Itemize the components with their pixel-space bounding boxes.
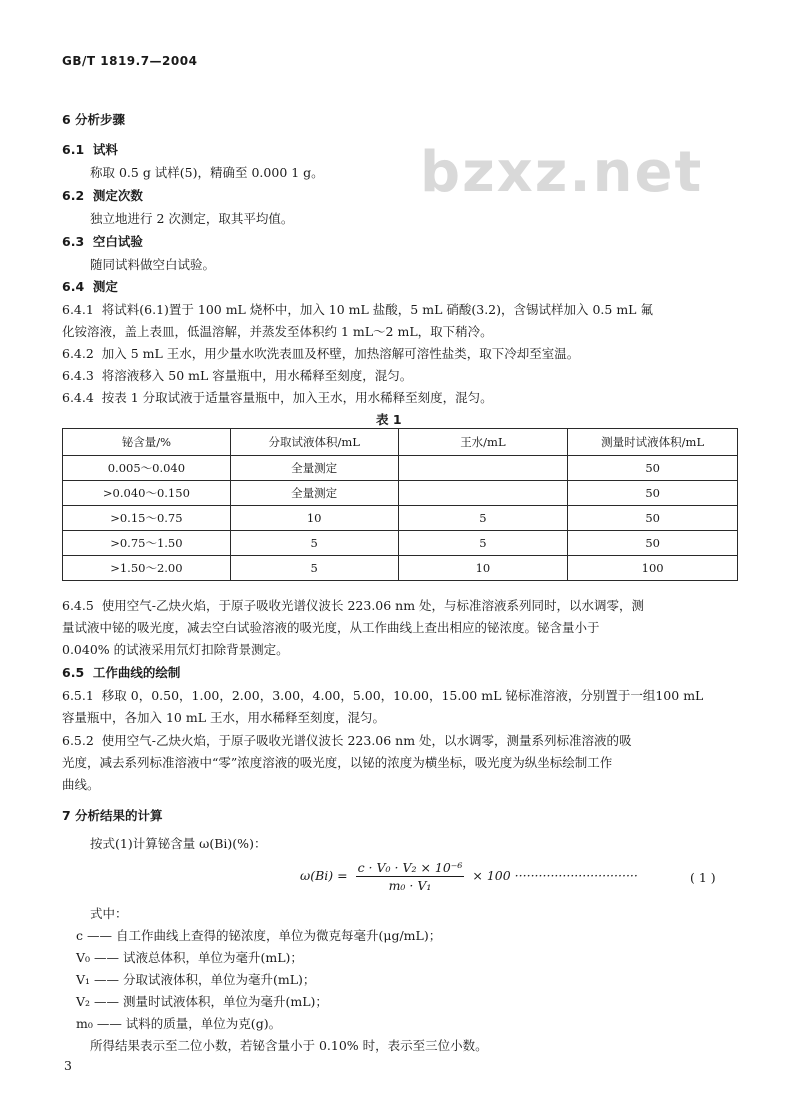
table-row (63, 456, 738, 481)
table-cell: 5 (230, 556, 398, 581)
section-6-5-2-line1 (62, 731, 632, 749)
section-6-4-4 (62, 388, 493, 406)
paragraph-text: 使用空气-乙炔火焰，于原子吸收光谱仪波长 223.06 nm 处，以水调零，测量系列标准溶液的吸 (101, 733, 632, 748)
table-cell: 5 (398, 531, 568, 556)
section-6-1-text: 称取 0.5 g 试样(5)，精确至 0.000 1 g。 (90, 165, 324, 180)
column-header: 分取试液体积/mL (230, 429, 398, 456)
table-cell: 100 (568, 556, 738, 581)
table-cell: 10 (398, 556, 568, 581)
table-cell: 5 (398, 506, 568, 531)
definition-item: V₂ —— 测量时试液体积，单位为毫升(mL)； (76, 994, 328, 1009)
definition-item: c —— 自工作曲线上查得的铋浓度，单位为微克每毫升(μg/mL)； (76, 928, 442, 943)
table-cell: 5 (230, 531, 398, 556)
table-cell: 10 (230, 506, 398, 531)
section-6-4-1-line1 (62, 300, 653, 318)
standard-header: GB/T 1819.7—2004 (62, 54, 198, 68)
section-6-5-1-line1 (62, 686, 703, 704)
section-number: 6.1 (62, 142, 85, 157)
section-title: 试料 (92, 142, 118, 157)
section-6-5-heading (62, 663, 180, 681)
table-caption: 表 1 (376, 412, 402, 427)
formula-1 (300, 860, 638, 893)
section-6-4-3 (62, 366, 412, 384)
watermark: bzxz.net (420, 140, 704, 205)
formula-fraction (356, 860, 465, 893)
section-number: 6.4.1 (62, 302, 94, 317)
paragraph-text: 加入 5 mL 王水，用少量水吹洗表皿及杯壁，加热溶解可溶性盐类，取下冷却至室温。 (101, 346, 580, 361)
section-6-3-heading (62, 232, 143, 250)
table-row (63, 531, 738, 556)
paragraph-text: 使用空气-乙炔火焰，于原子吸收光谱仪波长 223.06 nm 处，与标准溶液系列同时，以水调零，测 (101, 598, 645, 613)
section-title: 测定次数 (92, 188, 143, 203)
section-number: 6.5 (62, 665, 85, 680)
section-title: 工作曲线的绘制 (92, 665, 181, 680)
table-cell: 全量测定 (230, 456, 398, 481)
section-number: 6.2 (62, 188, 85, 203)
table-cell (398, 456, 568, 481)
table-header-row (63, 429, 738, 456)
section-number: 6.4 (62, 279, 85, 294)
final-note: 所得结果表示至二位小数，若铋含量小于 0.10% 时，表示至三位小数。 (90, 1038, 488, 1053)
section-number: 6.4.2 (62, 346, 94, 361)
table-cell: 50 (568, 531, 738, 556)
section-title: 测定 (92, 279, 118, 294)
table-cell: >0.75～1.50 (63, 531, 231, 556)
where-label: 式中： (90, 906, 128, 921)
section-6-2-heading (62, 186, 143, 204)
section-number: 6.5.1 (62, 688, 94, 703)
table-row (63, 481, 738, 506)
table-cell: 50 (568, 481, 738, 506)
table-1 (62, 428, 738, 581)
section-7-title: 7 分析结果的计算 (62, 808, 163, 823)
page-number: 3 (64, 1058, 72, 1073)
definition-item: m₀ —— 试料的质量，单位为克(g)。 (76, 1016, 282, 1031)
table-cell (398, 481, 568, 506)
section-number: 6.5.2 (62, 733, 94, 748)
section-title: 空白试验 (92, 234, 143, 249)
section-6-title: 6 分析步骤 (62, 112, 126, 127)
table-row (63, 506, 738, 531)
section-6-2-text: 独立地进行 2 次测定，取其平均值。 (90, 211, 294, 226)
table-cell: 0.005～0.040 (63, 456, 231, 481)
section-number: 6.4.5 (62, 598, 94, 613)
section-6-4-5-line3: 0.040% 的试液采用氘灯扣除背景测定。 (62, 642, 289, 657)
section-number: 6.4.3 (62, 368, 94, 383)
table-cell: >0.040～0.150 (63, 481, 231, 506)
table-row (63, 556, 738, 581)
definition-item: V₁ —— 分取试液体积，单位为毫升(mL)； (76, 972, 316, 987)
table-cell: 全量测定 (230, 481, 398, 506)
table-cell: >1.50～2.00 (63, 556, 231, 581)
section-6-4-5-line1 (62, 596, 644, 614)
section-6-4-heading (62, 277, 118, 295)
section-number: 6.4.4 (62, 390, 94, 405)
paragraph-text: 将溶液移入 50 mL 容量瓶中，用水稀释至刻度，混匀。 (101, 368, 413, 383)
column-header: 测量时试液体积/mL (568, 429, 738, 456)
section-7-intro: 按式(1)计算铋含量 ω(Bi)(%)： (90, 836, 267, 851)
column-header: 王水/mL (398, 429, 568, 456)
table-cell: 50 (568, 506, 738, 531)
section-6-5-2-line3: 曲线。 (62, 777, 100, 792)
paragraph-text: 移取 0，0.50，1.00，2.00，3.00，4.00，5.00，10.00，15.00 mL 铋标准溶液，分别置于一组100 mL (101, 688, 704, 703)
section-6-4-5-line2: 量试液中铋的吸光度，减去空白试验溶液的吸光度，从工作曲线上查出相应的铋浓度。铋含量小于 (62, 620, 600, 635)
table-cell: 50 (568, 456, 738, 481)
formula-denominator: m₀ · V₁ (388, 878, 432, 893)
section-6-1-heading (62, 140, 118, 158)
definition-item: V₀ —— 试液总体积，单位为毫升(mL)； (76, 950, 303, 965)
equation-number: ( 1 ) (690, 870, 716, 885)
section-6-3-text: 随同试料做空白试验。 (90, 257, 216, 272)
section-6-4-1-line2: 化铵溶液，盖上表皿，低温溶解，并蒸发至体积约 1 mL～2 mL，取下稍冷。 (62, 324, 493, 339)
section-number: 6.3 (62, 234, 85, 249)
formula-lhs: ω(Bi) = (300, 868, 348, 883)
paragraph-text: 将试料(6.1)置于 100 mL 烧杯中，加入 10 mL 盐酸，5 mL 硝酸(3.2)，含锡试样加入 0.5 mL 氟 (101, 302, 653, 317)
section-6-5-1-line2: 容量瓶中，各加入 10 mL 王水，用水稀释至刻度，混匀。 (62, 710, 385, 725)
section-6-5-2-line2: 光度，减去系列标准溶液中“零”浓度溶液的吸光度，以铋的浓度为横坐标，吸光度为纵坐标绘制工作 (62, 755, 613, 770)
section-6-4-2 (62, 344, 579, 362)
table-cell: >0.15～0.75 (63, 506, 231, 531)
formula-tail: × 100 ······························· (472, 868, 638, 883)
paragraph-text: 按表 1 分取试液于适量容量瓶中，加入王水，用水稀释至刻度，混匀。 (101, 390, 493, 405)
column-header: 铋含量/% (63, 429, 231, 456)
formula-numerator: c · V₀ · V₂ × 10⁻⁶ (357, 860, 463, 875)
